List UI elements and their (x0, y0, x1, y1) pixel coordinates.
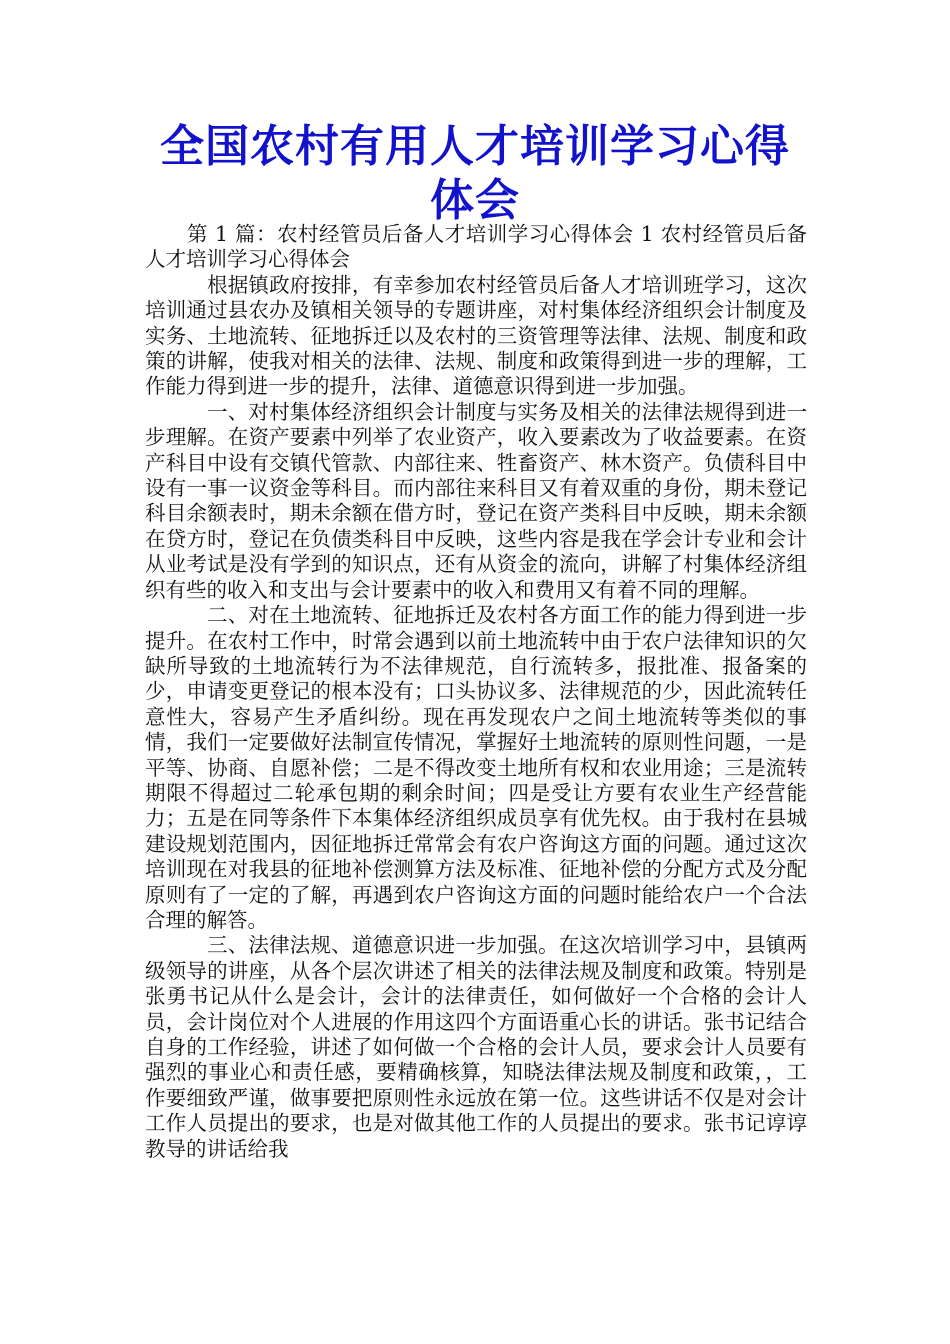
paragraph-section-3: 三、法律法规、道德意识进一步加强。在这次培训学习中，县镇两级领导的讲座，从各个层次讲述了相关的法律法规及制度和政策。特别是张勇书记从什么是会计，会计的法律责任，如何做好一个合格的会计人员，会计岗位对个人进展的作用这四个方面语重心长的讲话。张书记结合自身的工作经验，讲述了如何做一个合格的会计人员，要求会计人员要有强烈的事业心和责任感，要精确核算，知晓法律法规及制度和政策，，工作要细致严谨，做事要把原则性永远放在第一位。这些讲话不仅是对会计工作人员提出的要求，也是对做其他工作的人员提出的要求。张书记谆谆教导的讲话给我 (145, 933, 807, 1161)
paragraph-section-1: 一、对村集体经济组织会计制度与实务及相关的法律法规得到进一步理解。在资产要素中列举了农业资产，收入要素改为了收益要素。在资产科目中设有交镇代管款、内部往来、牲畜资产、林木资产。负债科目中设有一事一议资金等科目。而内部往来科目又有着双重的身份，期未登记科目余额表时，期未余额在借方时，登记在资产类科目中反映，期未余额在贷方时，登记在负债类科目中反映，这些内容是我在学会计专业和会计从业考试是没有学到的知识点，还有从资金的流向，讲解了村集体经济组织有些的收入和支出与会计要素中的收入和费用又有着不同的理解。 (145, 399, 807, 602)
document-body (145, 222, 807, 1162)
paragraph-intro: 根据镇政府按排，有幸参加农村经管员后备人才培训班学习，这次培训通过县农办及镇相关领导的专题讲座，对村集体经济组织会计制度及实务、土地流转、征地拆迁以及农村的三资管理等法律、法规、制度和政策的讲解，使我对相关的法律、法规、制度和政策得到进一步的理解，工作能力得到进一步的提升，法律、道德意识得到进一步加强。 (145, 272, 807, 399)
paragraph-section-2: 二、对在土地流转、征地拆迁及农村各方面工作的能力得到进一步提升。在农村工作中，时常会遇到以前土地流转中由于农户法律知识的欠缺所导致的土地流转行为不法律规范，自行流转多，报批准、报备案的少，申请变更登记的根本没有；口头协议多、法律规范的少，因此流转任意性大，容易产生矛盾纠纷。现在再发现农户之间土地流转等类似的事情，我们一定要做好法制宣传情况，掌握好土地流转的原则性问题，一是平等、协商、自愿补偿；二是不得改变土地所有权和农业用途；三是流转期限不得超过二轮承包期的剩余时间；四是受让方要有农业生产经营能力；五是在同等条件下本集体经济组织成员享有优先权。由于我村在县城建设规划范围内，因征地拆迁常常会有农户咨询这方面的问题。通过这次培训现在对我县的征地补偿测算方法及标准、征地补偿的分配方式及分配原则有了一定的了解，再遇到农户咨询这方面的问题时能给农户一个合法合理的解答。 (145, 603, 807, 932)
paragraph-heading: 第 1 篇：农村经管员后备人才培训学习心得体会 1 农村经管员后备人才培训学习心得体会 (145, 222, 807, 272)
document-title: 全国农村有用人才培训学习心得体会 (160, 121, 790, 226)
